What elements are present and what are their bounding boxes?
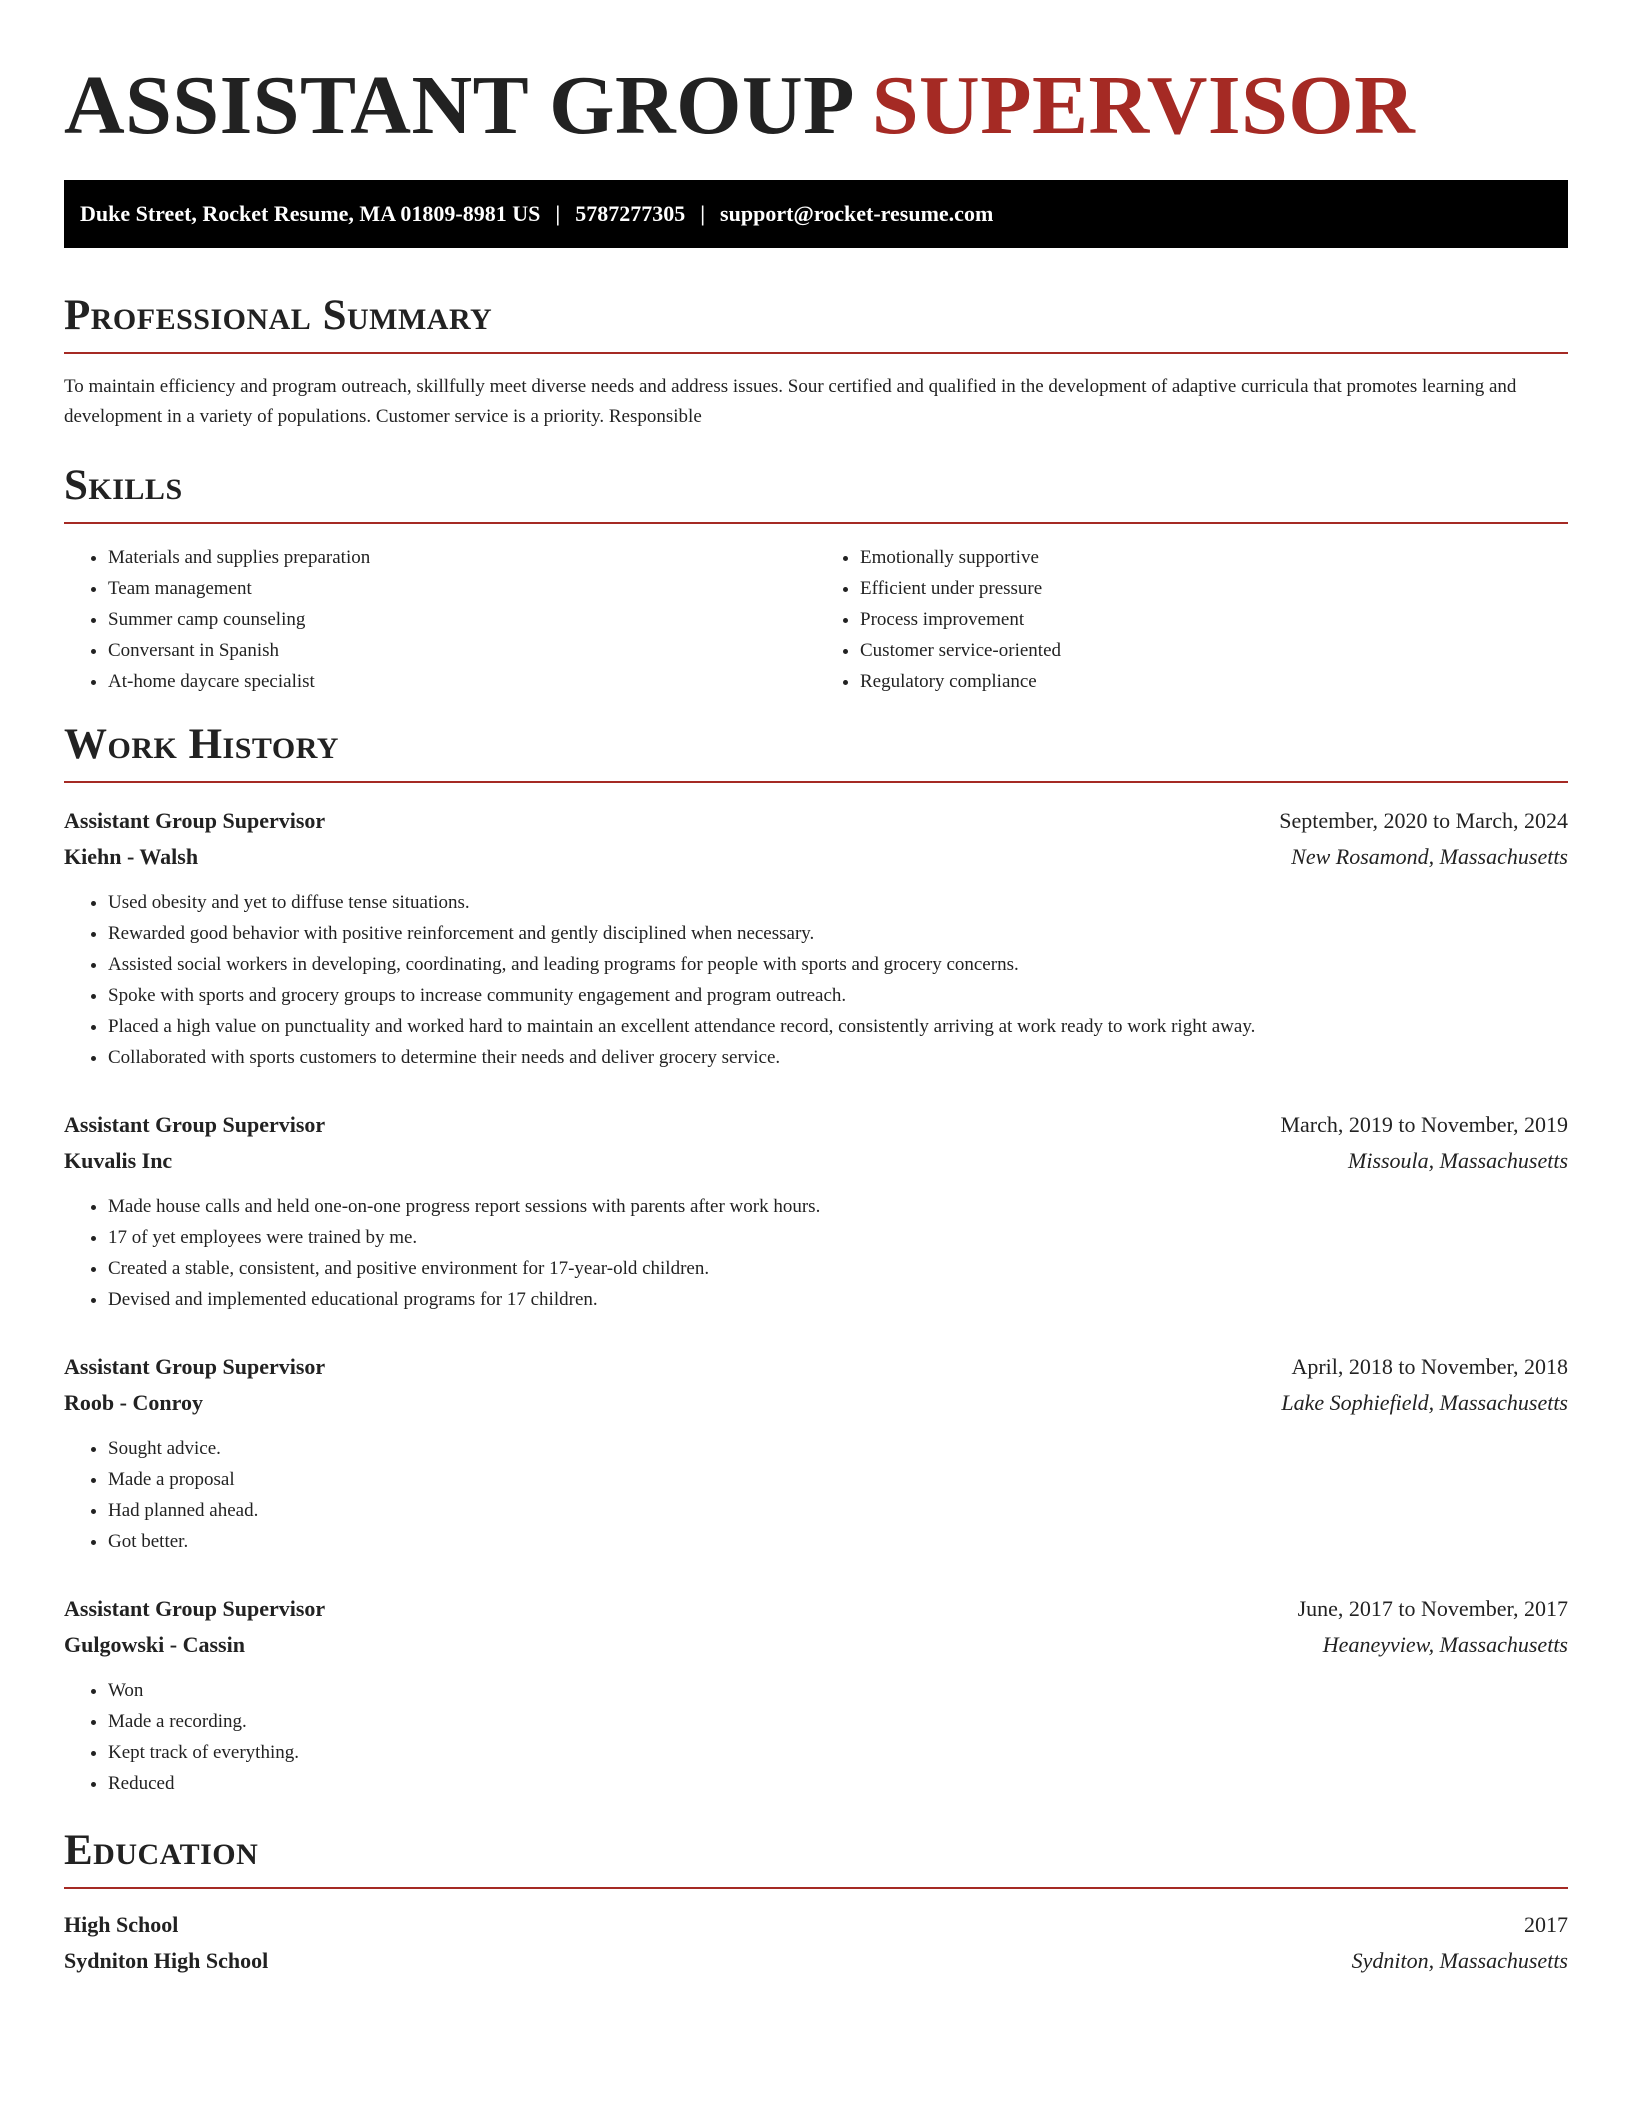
education-heading: Education (64, 1825, 1568, 1889)
skill-item: • Materials and supplies preparation (108, 542, 816, 573)
contact-phone[interactable]: 5787277305 (575, 201, 686, 226)
education-school: Sydniton High School (64, 1948, 269, 1973)
job-bullet: • Placed a high value on punctuality and worked hard to maintain an excellent attendance record, consistently arriving at work ready to work right away. (108, 1011, 1568, 1042)
work-history-section (64, 719, 1568, 1799)
work-history-heading: Work History (64, 719, 1568, 783)
job-bullet: • Got better. (108, 1526, 1568, 1557)
job-dates: September, 2020 to March, 2024 (1279, 808, 1568, 833)
job-location: New Rosamond, Massachusetts (1291, 844, 1568, 869)
job-entry (64, 1591, 1568, 1799)
job-bullets (64, 1433, 1568, 1557)
job-dates: June, 2017 to November, 2017 (1297, 1596, 1568, 1621)
job-bullet: • Made a proposal (108, 1464, 1568, 1495)
skill-item: • Conversant in Spanish (108, 635, 816, 666)
contact-separator: | (700, 201, 706, 226)
summary-heading: Professional Summary (64, 290, 1568, 354)
job-company: Gulgowski - Cassin (64, 1632, 245, 1657)
job-company: Kiehn - Walsh (64, 844, 199, 869)
job-dates: March, 2019 to November, 2019 (1280, 1112, 1568, 1137)
skills-grid (64, 542, 1568, 697)
skills-section (64, 460, 1568, 697)
job-bullets (64, 1675, 1568, 1799)
job-entry (64, 1107, 1568, 1315)
job-entry (64, 1349, 1568, 1557)
job-entry (64, 803, 1568, 1073)
job-bullet: • Rewarded good behavior with positive reinforcement and gently disciplined when necessary. (108, 918, 1568, 949)
title-primary: ASSISTANT GROUP (64, 59, 851, 152)
job-bullet: • Used obesity and yet to diffuse tense situations. (108, 887, 1568, 918)
job-bullet: • Had planned ahead. (108, 1495, 1568, 1526)
job-bullet: • Reduced (108, 1768, 1568, 1799)
job-company-row (64, 839, 1568, 875)
contact-email[interactable]: support@rocket-resume.com (720, 201, 994, 226)
job-title: Assistant Group Supervisor (64, 808, 326, 833)
contact-separator: | (555, 201, 561, 226)
resume-page (64, 0, 1568, 1979)
contact-address: Duke Street, Rocket Resume, MA 01809-8981 US (80, 201, 541, 226)
job-location: Lake Sophiefield, Massachusetts (1281, 1390, 1568, 1415)
job-header-row (64, 1349, 1568, 1385)
skill-item: • Regulatory compliance (860, 666, 1568, 697)
job-bullet: • Won (108, 1675, 1568, 1706)
job-title: Assistant Group Supervisor (64, 1112, 326, 1137)
skill-item: • Team management (108, 573, 816, 604)
job-company: Kuvalis Inc (64, 1148, 173, 1173)
job-company: Roob - Conroy (64, 1390, 203, 1415)
education-header-row (64, 1907, 1568, 1943)
skill-item: • Process improvement (860, 604, 1568, 635)
job-bullet: • Sought advice. (108, 1433, 1568, 1464)
job-header-row (64, 1107, 1568, 1143)
job-bullet: • Kept track of everything. (108, 1737, 1568, 1768)
skill-item: • At-home daycare specialist (108, 666, 816, 697)
job-dates: April, 2018 to November, 2018 (1291, 1354, 1568, 1379)
job-bullet: • Created a stable, consistent, and positive environment for 17-year-old children. (108, 1253, 1568, 1284)
skill-item: • Emotionally supportive (860, 542, 1568, 573)
education-degree: High School (64, 1912, 179, 1937)
skill-item: • Efficient under pressure (860, 573, 1568, 604)
job-title: Assistant Group Supervisor (64, 1354, 326, 1379)
job-bullet: • Spoke with sports and grocery groups to increase community engagement and program outreach. (108, 980, 1568, 1011)
education-school-row (64, 1943, 1568, 1979)
job-company-row (64, 1385, 1568, 1421)
job-bullet: • 17 of yet employees were trained by me. (108, 1222, 1568, 1253)
job-bullet: • Made a recording. (108, 1706, 1568, 1737)
job-bullet: • Devised and implemented educational programs for 17 children. (108, 1284, 1568, 1315)
job-header-row (64, 1591, 1568, 1627)
education-location: Sydniton, Massachusetts (1351, 1948, 1568, 1973)
job-header-row (64, 803, 1568, 839)
job-bullets (64, 887, 1568, 1073)
job-company-row (64, 1143, 1568, 1179)
skill-item: • Summer camp counseling (108, 604, 816, 635)
education-entry (64, 1907, 1568, 1979)
job-bullet: • Made house calls and held one-on-one progress report sessions with parents after work hours. (108, 1191, 1568, 1222)
job-bullets (64, 1191, 1568, 1315)
title-accent: SUPERVISOR (871, 59, 1416, 152)
job-company-row (64, 1627, 1568, 1663)
summary-section (64, 290, 1568, 432)
skills-list-right (816, 542, 1568, 697)
summary-text: To maintain efficiency and program outreach, skillfully meet diverse needs and address issues. Sour certified and qualified in the development of adaptive curricula that promotes learning and development in a variety of populations. Customer service is a priority. Responsible (64, 376, 1517, 427)
job-location: Heaneyview, Massachusetts (1322, 1632, 1568, 1657)
education-year: 2017 (1524, 1912, 1568, 1937)
resume-title (64, 58, 1568, 154)
skills-list-left (64, 542, 816, 697)
skill-item: • Customer service-oriented (860, 635, 1568, 666)
job-bullet: • Assisted social workers in developing, coordinating, and leading programs for people with sports and grocery concerns. (108, 949, 1568, 980)
education-section (64, 1825, 1568, 1979)
job-title: Assistant Group Supervisor (64, 1596, 326, 1621)
job-bullet: • Collaborated with sports customers to determine their needs and deliver grocery service. (108, 1042, 1568, 1073)
job-location: Missoula, Massachusetts (1348, 1148, 1568, 1173)
contact-bar (64, 180, 1568, 248)
skills-heading: Skills (64, 460, 1568, 524)
